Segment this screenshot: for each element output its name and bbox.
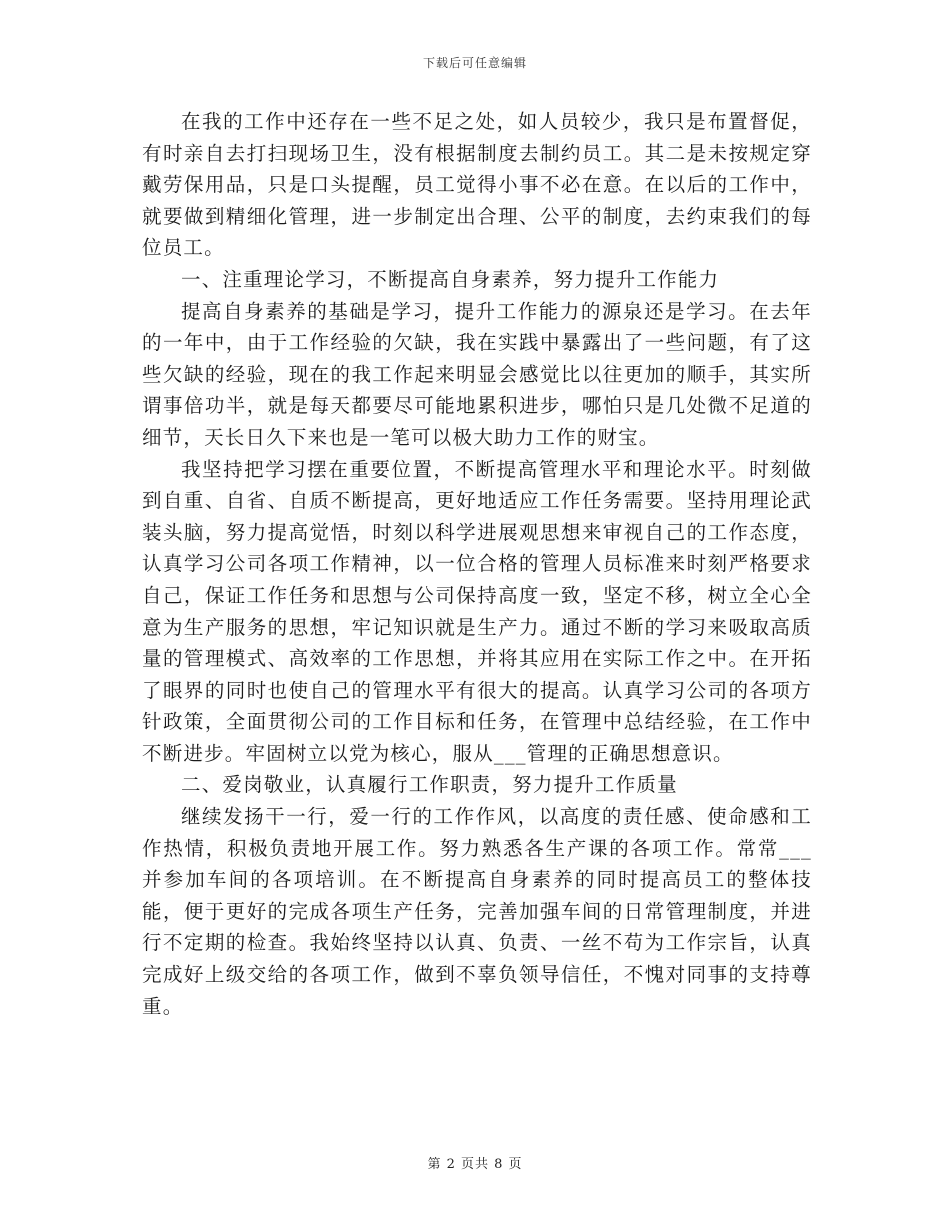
page-header: 下载后可任意编辑 bbox=[422, 56, 527, 70]
paragraph-learning: 我坚持把学习摆在重要位置，不断提高管理水平和理论水平。时刻做到自重、自省、自质不断提高，更好地适应工作任务需要。坚持用理论武装头脑，努力提高觉悟，时刻以科学进展观思想来审视自己的工作态度，认真学习公司各项工作精神，以一位合格的管理人员标准来时刻严格要求自己，保证工作任务和思想与公司保持高度一致，坚定不移，树立全心全意为生产服务的思想，牢记知识就是生产力。通过不断的学习来吸取高质量的管理模式、高效率的工作思想，并将其应用在实际工作之中。在开拓了眼界的同时也使自己的管理水平有很大的提高。认真学习公司的各项方针政策，全面贯彻公司的工作目标和任务，在管理中总结经验，在工作中不断进步。牢固树立以党为核心，服从___管理的正确思想意识。 bbox=[142, 457, 812, 765]
paragraph-self-quality: 提高自身素养的基础是学习，提升工作能力的源泉还是学习。在去年的一年中，由于工作经验的欠缺，我在实践中暴露出了一些问题，有了这些欠缺的经验，现在的我工作起来明显会感觉比以往更加的顺手，其实所谓事倍功半，就是每天都要尽可能地累积进步，哪怕只是几处微不足道的细节，天长日久下来也是一笔可以极大助力工作的财宝。 bbox=[142, 299, 812, 449]
paragraph-dedication: 继续发扬干一行，爱一行的工作作风，以高度的责任感、使命感和工作热情，积极负责地开展工作。努力熟悉各生产课的各项工作。常常___并参加车间的各项培训。在不断提高自身素养的同时提高员工的整体技能，便于更好的完成各项生产任务，完善加强车间的日常管理制度，并进行不定期的检查。我始终坚持以认真、负责、一丝不苟为工作宗旨，认真完成好上级交给的各项工作，做到不辜负领导信任，不愧对同事的支持尊重。 bbox=[142, 805, 812, 1018]
section-heading-1: 一、注重理论学习，不断提高自身素养，努力提升工作能力 bbox=[181, 267, 720, 291]
page-number: 第 2 页共 8 页 bbox=[427, 1157, 523, 1172]
document-body bbox=[142, 106, 812, 1022]
section-heading-2: 二、爱岗敬业，认真履行工作职责，努力提升工作质量 bbox=[181, 773, 678, 797]
paragraph-shortcomings: 在我的工作中还存在一些不足之处，如人员较少，我只是布置督促，有时亲自去打扫现场卫生，没有根据制度去制约员工。其二是未按规定穿戴劳保用品，只是口头提醒，员工觉得小事不必在意。在以后的工作中，就要做到精细化管理，进一步制定出合理、公平的制度，去约束我们的每位员工。 bbox=[142, 110, 812, 260]
